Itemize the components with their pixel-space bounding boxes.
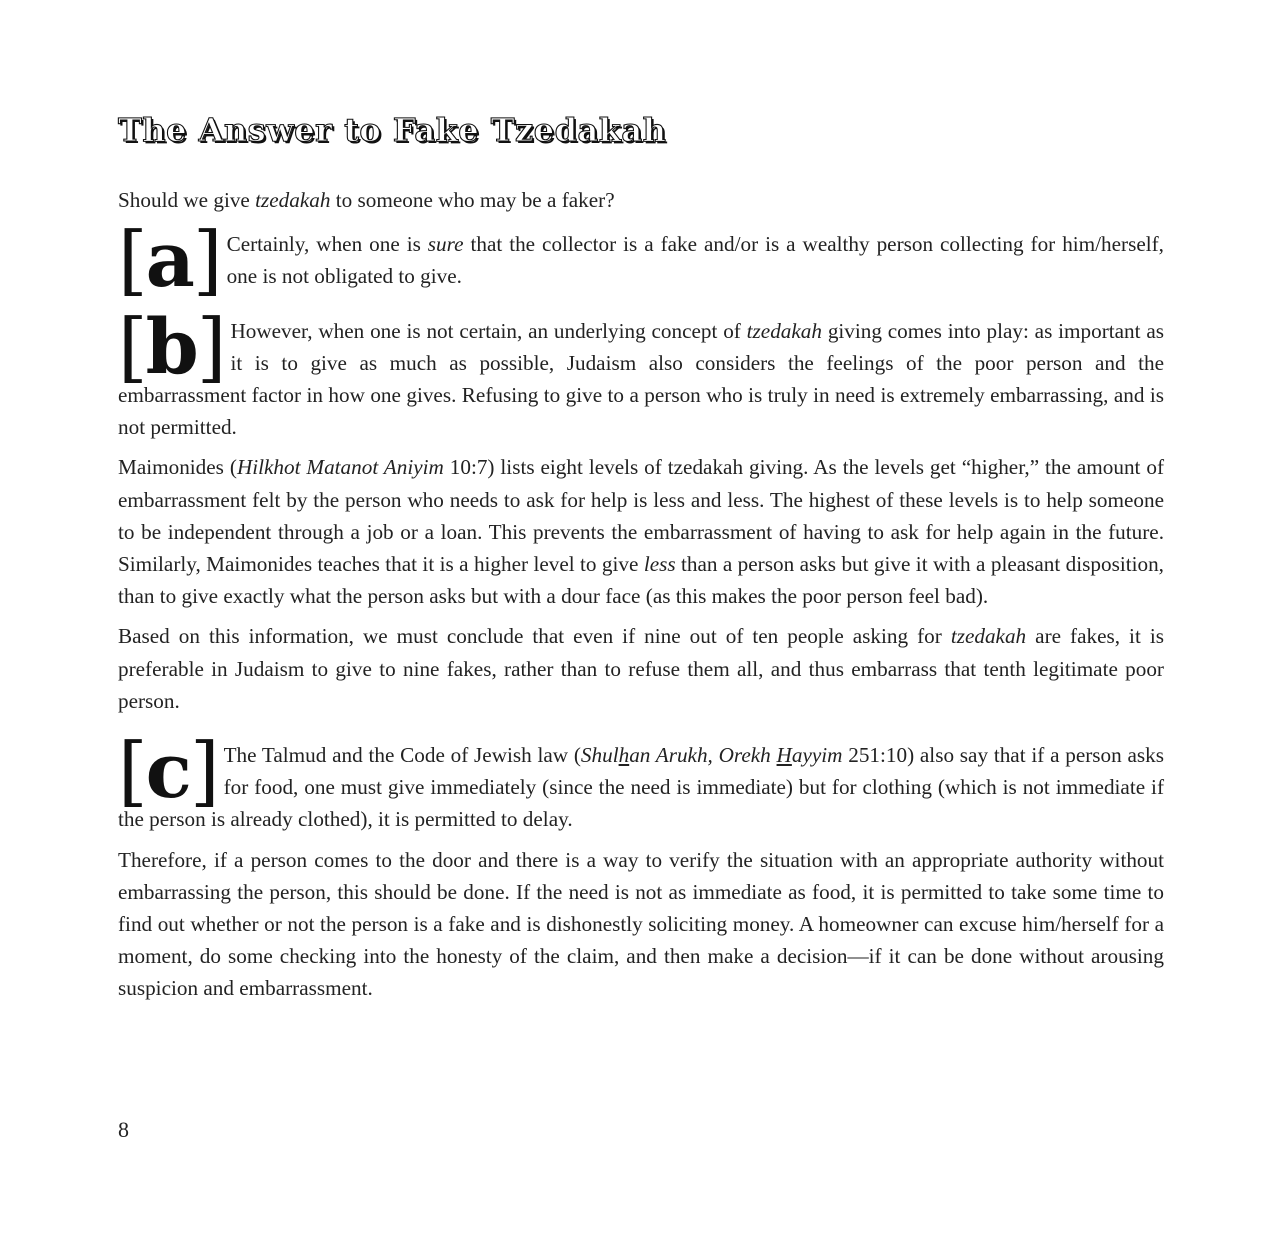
maimonides-italic-less: less [643,552,676,577]
maimonides-text-1: Maimonides ( [118,455,237,480]
section-c-text-2: 251:10) also say that if a person asks for food, one must give immediately (since the need is immediate) but for clothing (which is not immediate if the person is already clothed), it is permitted to delay. [118,743,1164,832]
section-c-paragraph [118,726,1164,836]
drop-cap-bracket-close: ] [192,215,221,305]
section-b-drop-cap [118,301,225,391]
section-a-text-1: Certainly, when one is [226,232,428,257]
based-text-2: are fakes, it is preferable in Judaism to give to nine fakes, rather than to refuse them all, and thus embarrass that tenth legitimate poor person. [118,624,1164,713]
drop-cap-bracket-open: [ [118,215,146,305]
intro-italic-term: tzedakah [255,188,331,212]
drop-cap-letter: a [145,215,193,305]
maimonides-source-title: Hilkhot Matanot Aniyim [236,455,444,480]
drop-cap-bracket-open: [ [118,301,146,391]
maimonides-text-2: 10:7) lists eight levels of tzedakah giving. As the levels get “higher,” the amount of embarrassment felt by the person who needs to ask for help is less and less. The highest of these levels is to help someone to be independent through a job or a loan. This prevents the embarrassment of having to ask for help again in the future. Similarly, Maimonides teaches that it is a higher level to give [118,455,1165,577]
source-part-1: Shul [580,743,619,768]
maimonides-text-3: than a person asks but give it with a pleasant disposition, than to give exactly what the person asks but with a dour face (as this makes the poor person feel bad). [118,552,1164,609]
source-underlined-h: h [618,743,630,768]
drop-cap-letter: b [145,301,197,391]
source-part-3: ayyim [791,743,843,768]
section-a-italic: sure [427,232,464,257]
page-number: 8 [118,1117,129,1142]
source-underlined-H: H [776,743,792,768]
section-a-paragraph [118,215,1164,305]
section-b-text-1: However, when one is not certain, an underlying concept of [230,318,747,343]
drop-cap-bracket-close: ] [196,301,225,391]
drop-cap-bracket-open: [ [118,726,146,816]
section-c-drop-cap [118,726,218,816]
section-c-text-1: The Talmud and the Code of Jewish law ( [223,743,581,768]
based-italic-term: tzedakah [950,624,1027,649]
based-paragraph [118,620,1164,717]
section-c-source [581,743,843,767]
drop-cap-bracket-close: ] [189,726,218,816]
source-part-2: an Arukh, Orekh [629,743,777,768]
section-b-italic: tzedakah [746,318,822,343]
page-content [118,108,1164,1013]
page-title: The Answer to Fake Tzedakah [118,111,667,149]
maimonides-paragraph [118,451,1164,612]
therefore-paragraph: Therefore, if a person comes to the door and there is a way to verify the situation with an appropriate authority without embarrassing the person, this should be done. If the need is not as immediate as food, it is permitted to take some time to find out whether or not the person is a fake and is dishonestly soliciting money. A homeowner can excuse him/herself for a moment, do some checking into the honesty of the claim, and then make a decision—if it can be done without arousing suspicion and embarrassment. [118,847,1164,1001]
section-b-paragraph [118,301,1165,444]
drop-cap-letter: c [145,726,190,816]
intro-text-1: Should we give [118,188,256,212]
based-text-1: Based on this information, we must conclude that even if nine out of ten people asking for [118,624,951,649]
section-a-text-2: that the collector is a fake and/or is a wealthy person collecting for him/herself, one is not obligated to give. [226,232,1164,289]
section-a-drop-cap [118,215,221,305]
intro-text-2: to someone who may be a faker? [330,188,615,212]
section-b-text-2: giving comes into play: as important as it is to give as much as possible, Judaism also considers the feelings of the poor person and the embarrassment factor in how one gives. Refusing to give to a person who is truly in need is extremely embarrassing, and is not permitted. [118,318,1165,440]
intro-paragraph [118,184,1164,216]
